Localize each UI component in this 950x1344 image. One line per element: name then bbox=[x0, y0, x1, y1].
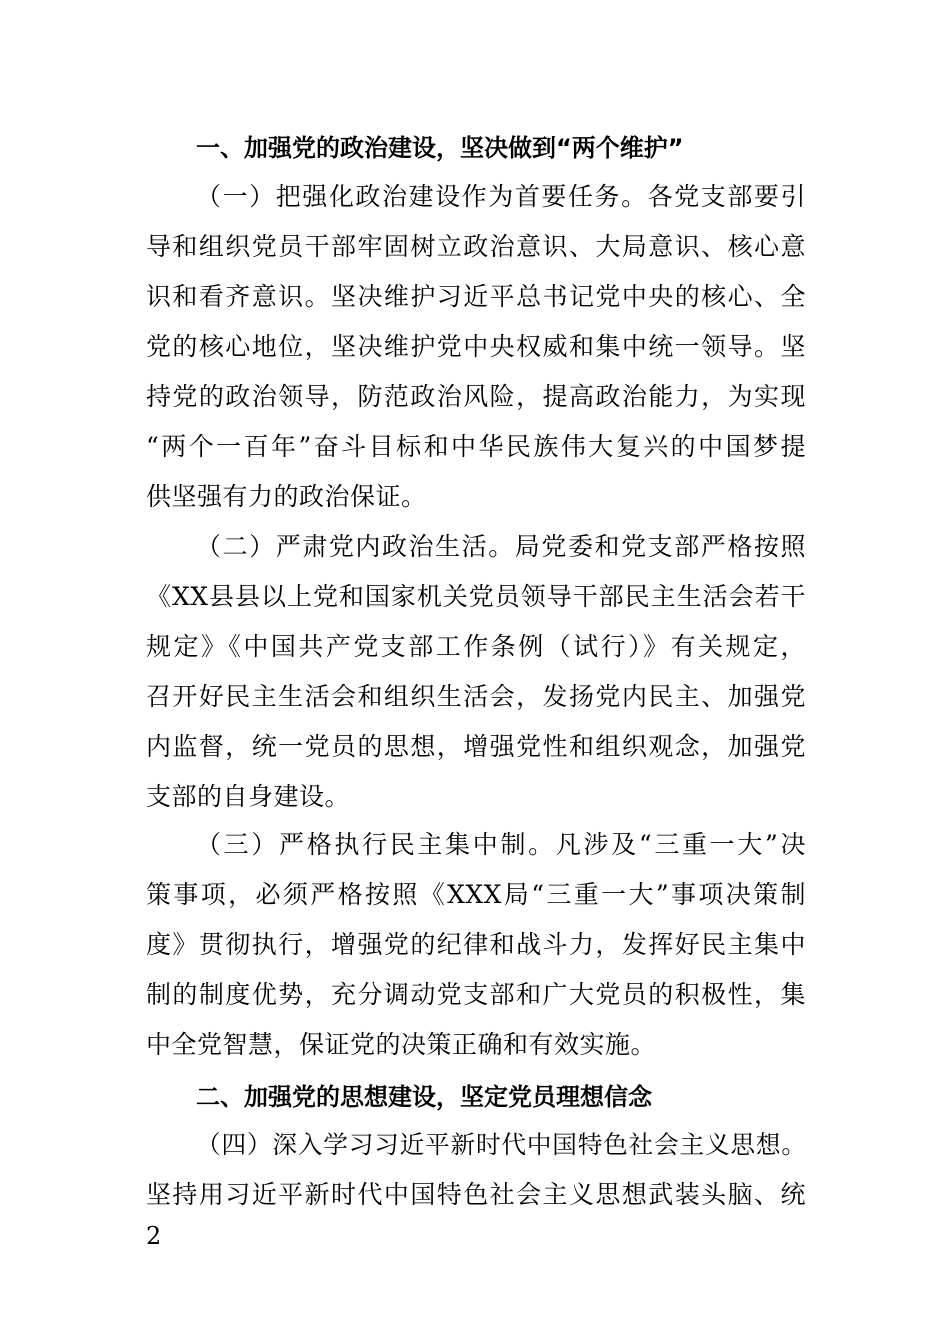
paragraph-line: 中全党智慧，保证党的决策正确和有效实施。 bbox=[146, 1030, 657, 1059]
paragraph-line: （四）深入学习习近平新时代中国特色社会主义思想。 bbox=[196, 1130, 806, 1159]
paragraph-line: 规定》《中国共产党支部工作条例（试行）》有关规定， bbox=[146, 632, 806, 661]
paragraph-line: 制的制度优势，充分调动党支部和广大党员的积极性，集 bbox=[146, 980, 806, 1009]
paragraph-line: 导和组织党员干部牢固树立政治意识、大局意识、核心意 bbox=[146, 232, 806, 261]
paragraph-line: 召开好民主生活会和组织生活会，发扬党内民主、加强党 bbox=[146, 682, 806, 711]
paragraph-line: （一）把强化政治建设作为首要任务。各党支部要引 bbox=[196, 182, 806, 211]
paragraph-line: 策事项，必须严格按照《XXX局“三重一大”事项决策制 bbox=[146, 880, 806, 909]
paragraph-line: “两个一百年”奋斗目标和中华民族伟大复兴的中国梦提 bbox=[146, 432, 806, 461]
paragraph-line: 内监督，统一党员的思想，增强党性和组织观念，加强党 bbox=[146, 732, 806, 761]
section-heading-1: 一、加强党的政治建设，坚决做到“两个维护” bbox=[196, 134, 684, 162]
paragraph-line: 《XX县县以上党和国家机关党员领导干部民主生活会若干 bbox=[146, 582, 806, 611]
section-heading-2: 二、加强党的思想建设，坚定党员理想信念 bbox=[196, 1083, 652, 1111]
paragraph-line: 坚持用习近平新时代中国特色社会主义思想武装头脑、统 bbox=[146, 1180, 806, 1209]
paragraph-line: 供坚强有力的政治保证。 bbox=[146, 482, 427, 511]
paragraph-3 bbox=[146, 820, 806, 1070]
paragraph-line: （二）严肃党内政治生活。局党委和党支部严格按照 bbox=[196, 532, 806, 561]
paragraph-line: 持党的政治领导，防范政治风险，提高政治能力，为实现 bbox=[146, 382, 806, 411]
paragraph-4 bbox=[146, 1120, 806, 1220]
paragraph-line: 识和看齐意识。坚决维护习近平总书记党中央的核心、全 bbox=[146, 282, 806, 311]
paragraph-line: 度》贯彻执行，增强党的纪律和战斗力，发挥好民主集中 bbox=[146, 930, 806, 959]
page-number: 2 bbox=[146, 1222, 162, 1250]
paragraph-line: 党的核心地位，坚决维护党中央权威和集中统一领导。坚 bbox=[146, 332, 806, 361]
paragraph-line: （三）严格执行民主集中制。凡涉及“三重一大”决 bbox=[196, 830, 806, 859]
paragraph-2 bbox=[146, 522, 806, 822]
paragraph-1 bbox=[146, 172, 806, 522]
paragraph-line: 支部的自身建设。 bbox=[146, 782, 351, 811]
